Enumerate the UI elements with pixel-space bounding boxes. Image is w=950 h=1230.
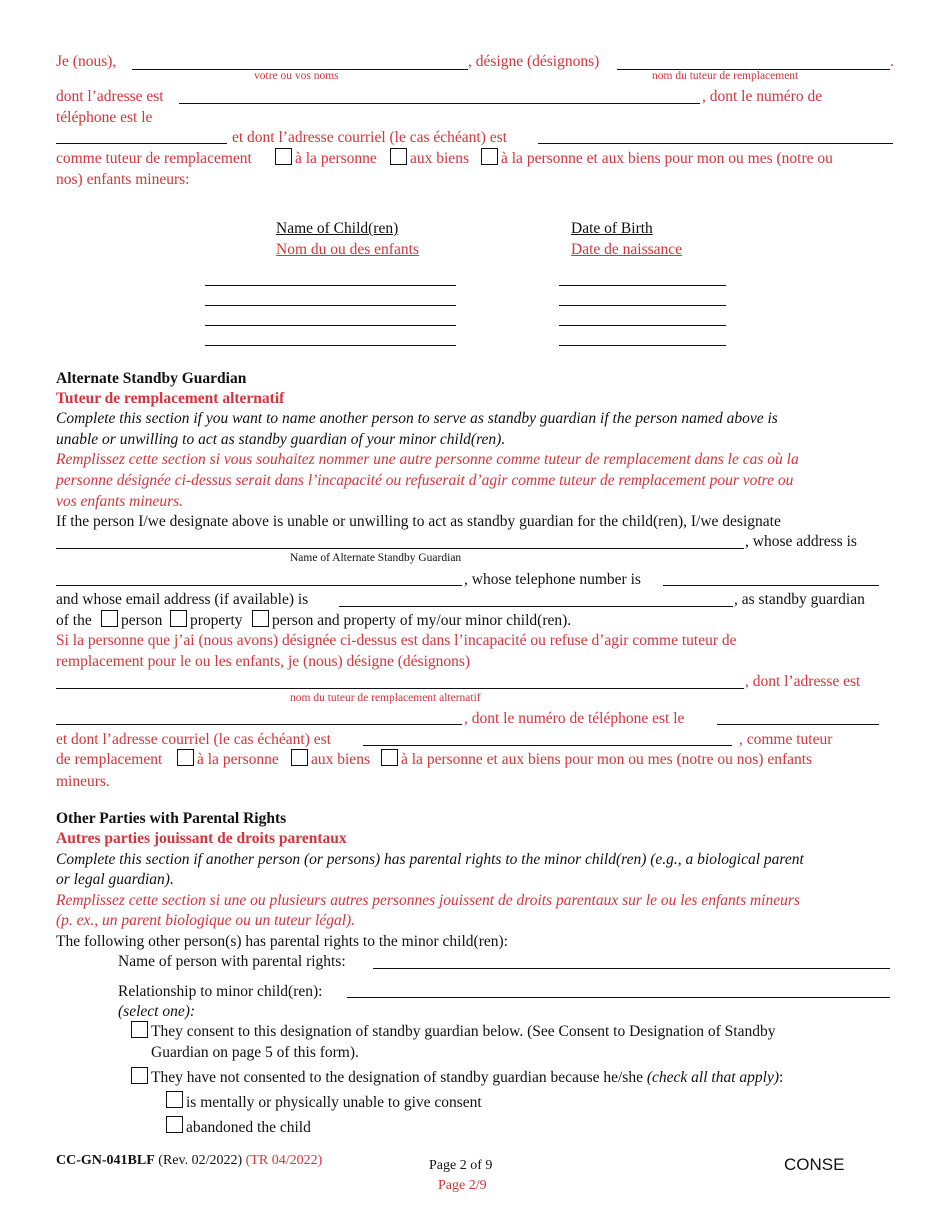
reason-unable-text: is mentally or physically unable to give consent: [186, 1094, 482, 1111]
alternate-email-label-en: and whose email address (if available) is: [56, 591, 309, 608]
alternate-address-label-en: , whose address is: [745, 533, 857, 550]
phone-label-fr-end: téléphone est le: [56, 109, 153, 126]
not-consented-colon: :: [779, 1069, 784, 1086]
option-alt-both-fr: à la personne et aux biens pour mon ou mes (notre ou nos) enfants: [401, 751, 813, 768]
alternate-phone-field-fr[interactable]: [717, 724, 879, 725]
option-both-en: person and property of my/our minor child(ren).: [272, 612, 572, 629]
alternate-instructions-fr-3: vos enfants mineurs.: [56, 493, 184, 510]
alternate-email-label-fr: et dont l’adresse courriel (le cas échéant) est: [56, 731, 331, 748]
alternate-phone-label-fr: , dont le numéro de téléphone est le: [464, 710, 685, 727]
option-property-fr: aux biens: [410, 150, 469, 167]
col-dob-en: Date of Birth: [571, 220, 653, 237]
minor-children-fr: nos) enfants mineurs:: [56, 171, 190, 188]
address-label-fr: dont l’adresse est: [56, 88, 164, 105]
page-number-fr: Page 2/9: [438, 1178, 487, 1193]
col-dob-fr: Date de naissance: [571, 241, 683, 258]
check-all-note: (check all that apply): [646, 1069, 779, 1086]
phone-label-fr-start: , dont le numéro de: [702, 88, 823, 105]
hint-guardian-name: nom du tuteur de remplacement: [652, 70, 799, 82]
parental-instructions-en-2: or legal guardian).: [56, 871, 174, 888]
consent-text-1: They consent to this designation of standby guardian below. (See Consent to Designation of Standby: [151, 1023, 776, 1040]
parental-name-field[interactable]: [373, 968, 890, 969]
checkbox-not-consented[interactable]: [131, 1067, 148, 1084]
alternate-instructions-fr-2: personne désignée ci-dessus serait dans l’incapacité ou refuserait d’agir comme tuteur de remplacement pour votre ou: [56, 472, 794, 489]
parental-instructions-en-1: Complete this section if another person (or persons) has parental rights to the minor child(ren) (e.g., a biological parent: [56, 851, 804, 868]
not-consented-text: [151, 1070, 783, 1086]
form-id: CC-GN-041BLF: [56, 1153, 155, 1168]
alternate-type-label-en: of the: [56, 612, 92, 629]
hint-your-names: votre ou vos noms: [254, 70, 339, 82]
parental-heading-en: Other Parties with Parental Rights: [56, 810, 287, 827]
guardian-address-field[interactable]: [179, 103, 700, 104]
hint-alternate-name-en: Name of Alternate Standby Guardian: [290, 552, 462, 564]
email-label-fr: et dont l’adresse courriel (le cas échéant) est: [232, 129, 507, 146]
reason-abandoned-text: abandoned the child: [186, 1119, 311, 1136]
option-property-en: property: [190, 612, 243, 629]
alternate-instructions-en-2: unable or unwilling to act as standby guardian of your minor child(ren).: [56, 431, 506, 448]
designation-fr-designate: , désigne (désignons): [468, 53, 600, 70]
guardian-phone-field[interactable]: [56, 143, 227, 144]
relationship-field[interactable]: [347, 997, 890, 998]
checkbox-abandoned[interactable]: [166, 1116, 183, 1133]
alternate-type-label-fr: de remplacement: [56, 751, 163, 768]
col-child-name-fr: Nom du ou des enfants: [276, 241, 419, 258]
option-person-en: person: [121, 612, 163, 629]
option-person-fr: à la personne: [295, 150, 377, 167]
alternate-phone-label-en: , whose telephone number is: [464, 571, 641, 588]
consent-text-2: Guardian on page 5 of this form).: [151, 1044, 359, 1061]
alternate-as-guardian-en: , as standby guardian: [734, 591, 865, 608]
designation-fr-period: .: [890, 53, 894, 70]
child-dob-field[interactable]: [559, 285, 726, 286]
checkbox-consented[interactable]: [131, 1021, 148, 1038]
alternate-instructions-fr-1: Remplissez cette section si vous souhaitez nommer une autre personne comme tuteur de remplacement dans le cas où la: [56, 451, 799, 468]
checkbox-alt-person-fr[interactable]: [177, 749, 194, 766]
relationship-label: Relationship to minor child(ren):: [118, 983, 323, 1000]
page-number-en: Page 2 of 9: [429, 1158, 493, 1173]
alternate-guardian-name-field[interactable]: [56, 548, 744, 549]
alternate-heading-en: Alternate Standby Guardian: [56, 370, 247, 387]
checkbox-unable-to-consent[interactable]: [166, 1091, 183, 1108]
child-name-field[interactable]: [205, 345, 456, 346]
form-id-line: [56, 1154, 322, 1168]
checkbox-alt-property-fr[interactable]: [291, 749, 308, 766]
alternate-designate-fr-2: remplacement pour le ou les enfants, je (nous) désigne (désignons): [56, 653, 471, 670]
child-dob-field[interactable]: [559, 325, 726, 326]
col-child-name-en: Name of Child(ren): [276, 220, 399, 237]
guardian-type-label-fr: comme tuteur de remplacement: [56, 150, 252, 167]
child-name-field[interactable]: [205, 285, 456, 286]
alternate-email-field[interactable]: [339, 606, 733, 607]
alternate-instructions-en-1: Complete this section if you want to name another person to serve as standby guardian if the person named above is: [56, 410, 778, 427]
not-consented-main: They have not consented to the designation of standby guardian because he/she: [151, 1069, 643, 1086]
child-dob-field[interactable]: [559, 345, 726, 346]
checkbox-person-fr[interactable]: [275, 148, 292, 165]
alternate-designate-fr-1: Si la personne que j’ai (nous avons) désignée ci-dessus est dans l’incapacité ou refuse d’agir comme tuteur de: [56, 632, 737, 649]
checkbox-property-fr[interactable]: [390, 148, 407, 165]
alternate-heading-fr: Tuteur de remplacement alternatif: [56, 390, 285, 407]
child-dob-field[interactable]: [559, 305, 726, 306]
checkbox-person-and-property-fr[interactable]: [481, 148, 498, 165]
checkbox-person-en[interactable]: [101, 610, 118, 627]
parental-intro: The following other person(s) has parental rights to the minor child(ren):: [56, 933, 508, 950]
parental-instructions-fr-2: (p. ex., un parent biologique ou un tuteur légal).: [56, 912, 356, 929]
alternate-phone-field[interactable]: [663, 585, 879, 586]
option-alt-property-fr: aux biens: [311, 751, 370, 768]
select-one-label: (select one):: [118, 1003, 196, 1020]
alternate-address-field[interactable]: [56, 585, 462, 586]
checkbox-property-en[interactable]: [170, 610, 187, 627]
guardian-email-field[interactable]: [538, 143, 893, 144]
option-alt-person-fr: à la personne: [197, 751, 279, 768]
alternate-minors-fr: mineurs.: [56, 773, 110, 790]
child-name-field[interactable]: [205, 325, 456, 326]
option-both-fr: à la personne et aux biens pour mon ou mes (notre ou: [501, 150, 833, 167]
form-revision: (Rev. 02/2022): [158, 1153, 243, 1168]
checkbox-person-and-property-en[interactable]: [252, 610, 269, 627]
alternate-email-field-fr[interactable]: [363, 745, 732, 746]
parental-instructions-fr-1: Remplissez cette section si une ou plusieurs autres personnes jouissent de droits parentaux sur le ou les enfants mineurs: [56, 892, 800, 909]
parental-heading-fr: Autres parties jouissant de droits parentaux: [56, 830, 347, 847]
alternate-address-label-fr: , dont l’adresse est: [745, 673, 861, 690]
form-translation-revision: (TR 04/2022): [245, 1153, 323, 1168]
alternate-guardian-name-field-fr[interactable]: [56, 688, 744, 689]
alternate-as-guardian-fr: , comme tuteur: [739, 731, 833, 748]
designation-fr-lead: Je (nous),: [56, 53, 117, 70]
parental-name-label: Name of person with parental rights:: [118, 953, 346, 970]
child-name-field[interactable]: [205, 305, 456, 306]
hint-alternate-name-fr: nom du tuteur de remplacement alternatif: [290, 692, 481, 704]
footer-stamp: CONSE: [784, 1155, 845, 1174]
alternate-designate-en: If the person I/we designate above is unable or unwilling to act as standby guardian for the child(ren), I/we designate: [56, 513, 781, 530]
alternate-address-field-fr[interactable]: [56, 724, 462, 725]
checkbox-alt-person-and-property-fr[interactable]: [381, 749, 398, 766]
